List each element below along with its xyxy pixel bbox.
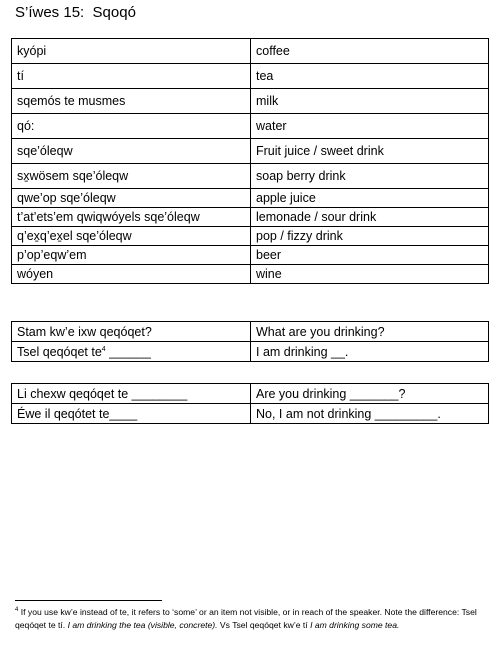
footnote-divider bbox=[15, 600, 162, 601]
english-word: Fruit juice / sweet drink bbox=[251, 139, 489, 164]
table-row bbox=[12, 342, 489, 362]
halq-word: qwe’op sqe’óleqw bbox=[12, 189, 251, 208]
table-row bbox=[12, 322, 489, 342]
table-row bbox=[12, 164, 489, 189]
table-row bbox=[12, 265, 489, 284]
english-word: apple juice bbox=[251, 189, 489, 208]
halq-word: sqemós te musmes bbox=[12, 89, 251, 114]
footnote-example-1: I am drinking the tea (visible, concrete). bbox=[67, 620, 218, 630]
table-row bbox=[12, 384, 489, 404]
footnote-example-2: I am drinking some tea. bbox=[310, 620, 400, 630]
vocab-table bbox=[11, 38, 489, 284]
english-word: lemonade / sour drink bbox=[251, 208, 489, 227]
halq-question: Li chexw qeqóqet te ________ bbox=[12, 384, 251, 404]
halq-word: wóyen bbox=[12, 265, 251, 284]
english-word: coffee bbox=[251, 39, 489, 64]
english-word: tea bbox=[251, 64, 489, 89]
footnote-number: 4 bbox=[15, 607, 19, 614]
halq-word: t’at’ets’em qwiqwóyels sqe’óleqw bbox=[12, 208, 251, 227]
table-row bbox=[12, 246, 489, 265]
halq-word: kyópi bbox=[12, 39, 251, 64]
english-answer: I am drinking __. bbox=[251, 342, 489, 362]
table-row bbox=[12, 208, 489, 227]
english-word: water bbox=[251, 114, 489, 139]
table-row bbox=[12, 139, 489, 164]
halq-word: p’op’eqw’em bbox=[12, 246, 251, 265]
english-word: soap berry drink bbox=[251, 164, 489, 189]
question-table-what bbox=[11, 321, 489, 362]
english-question: Are you drinking _______? bbox=[251, 384, 489, 404]
halq-word: sqe’óleqw bbox=[12, 139, 251, 164]
english-word: milk bbox=[251, 89, 489, 114]
table-row bbox=[12, 64, 489, 89]
halq-question: Stam kw’e ixw qeqóqet? bbox=[12, 322, 251, 342]
halq-word: q’ex̱q’ex̱el sqe’óleqw bbox=[12, 227, 251, 246]
footnote-text: If you use kw’e instead of te, it refers to ‘some’ or an item not visible, or in reach of the speaker. Note the difference: Tsel qeqóqet te tí. bbox=[15, 607, 477, 630]
halq-word: tí bbox=[12, 64, 251, 89]
halq-word: qó: bbox=[12, 114, 251, 139]
halq-answer-text: Tsel qeqóqet te bbox=[17, 344, 102, 359]
english-answer: No, I am not drinking _________. bbox=[251, 404, 489, 424]
page-title: S’íwes 15: Sqoqó bbox=[15, 4, 136, 21]
answer-blank: ______ bbox=[105, 344, 151, 359]
table-row bbox=[12, 39, 489, 64]
halq-word: sx̱wösem sqe’óleqw bbox=[12, 164, 251, 189]
table-row bbox=[12, 114, 489, 139]
table-row bbox=[12, 89, 489, 114]
english-question: What are you drinking? bbox=[251, 322, 489, 342]
footnote-ref: 4 bbox=[101, 345, 106, 353]
table-row bbox=[12, 189, 489, 208]
english-word: pop / fizzy drink bbox=[251, 227, 489, 246]
halq-answer bbox=[12, 342, 251, 362]
english-word: wine bbox=[251, 265, 489, 284]
english-word: beer bbox=[251, 246, 489, 265]
halq-answer: Éwe il qeqótet te____ bbox=[12, 404, 251, 424]
question-table-yesno bbox=[11, 383, 489, 424]
footnote bbox=[15, 606, 487, 632]
footnote-text-2: Vs Tsel qeqóqet kw’e tí bbox=[217, 620, 311, 630]
table-row bbox=[12, 227, 489, 246]
table-row bbox=[12, 404, 489, 424]
